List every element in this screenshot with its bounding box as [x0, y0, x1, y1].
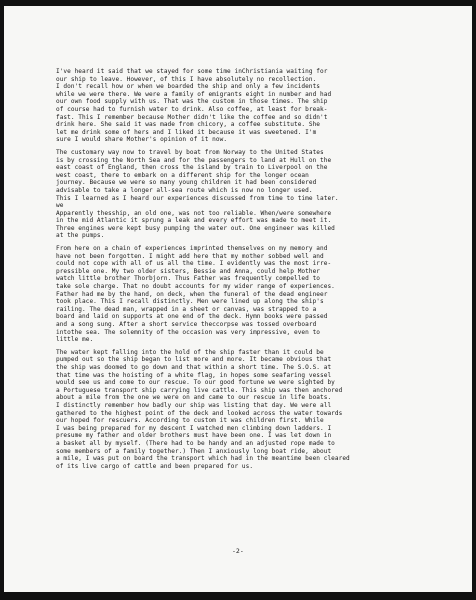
text-line: we: [56, 202, 64, 210]
text-line: the ship was doomed to go down and that within a short time. The S.O.S. at: [56, 363, 332, 371]
text-line: board and laid on supports at one end of the deck. Hymn books were passed: [56, 313, 328, 321]
text-line: railing. The dead man, wrapped in a sheet or canvas, was strapped to a: [56, 305, 317, 313]
text-line: took place. This I recall distinctly. Men were lined up along the ship's: [56, 298, 324, 306]
text-line: I've heard it said that we stayed for some time inChristiania waiting for: [56, 68, 328, 75]
text-line: sure I would share Mother's opinion of it now.: [56, 136, 228, 144]
text-line: The water kept falling into the hold of the ship faster than it could be: [56, 348, 324, 356]
text-line: a Portuguese transport ship carrying live cattle. This ship was then anchored: [56, 386, 343, 394]
text-line: our own food supply with us. That was the custom in those times. The ship: [56, 98, 328, 106]
text-line: while we were there. We were a family of emigrants eight in number and had: [56, 90, 332, 98]
text-line: of course had to furnish water to drink. Also coffee, at least for break-: [56, 105, 328, 113]
text-line: gathered to the highest point of the deck and looked across the water towards: [56, 409, 343, 417]
text-line: advisable to take a longer all-sea route which is now no longer used.: [56, 186, 313, 194]
text-line: our hoped for rescuers. According to custom it was children first. While: [56, 417, 324, 425]
text-line: I don't recall how or when we boarded the ship and only a few incidents: [56, 83, 321, 91]
text-line: Three engines were kept busy pumping the water out. One engineer was killed: [56, 224, 335, 232]
page-number: -2-: [232, 547, 244, 555]
text-line: of its live cargo of cattle and been prepared for us.: [56, 462, 254, 470]
text-line: journey. Because we were so many young children it had been considered: [56, 179, 317, 187]
text-line: I distinctly remember how badly our ship was listing that day. We were all: [56, 401, 332, 409]
text-line: fast. This I remember because Mother didn't like the coffee and so didn't: [56, 113, 328, 121]
text-line: pumped out so the ship began to list more and more. It became obvious that: [56, 356, 332, 364]
text-line: is by crossing the North Sea and for the passengers to land at Hull on the: [56, 156, 332, 164]
scan-border-top: [0, 0, 476, 6]
text-line: about a mile from the one we were on and came to our rescue in life boats.: [56, 394, 332, 402]
text-line: Father had me by the hand, on deck, when the funeral of the dead engineer: [56, 290, 328, 298]
paragraph-p4: [56, 349, 436, 471]
text-line: Apparently thesship, an old one, was not too reliable. When/were somewhere: [56, 209, 332, 217]
text-line: drink here. She said it was made from chicory, a coffee substitute. She: [56, 121, 321, 129]
text-line: The customary way now to travel by boat from Norway to the United States: [56, 148, 324, 156]
text-line: I was being prepared for my descent I watched men climbing down ladders. I: [56, 424, 332, 432]
scan-border-right: [472, 0, 476, 600]
text-line: and a song sung. After a short service theccorpse was tossed overboard: [56, 321, 317, 328]
text-line: our ship to leave. However, of this I have absolutely no recollection.: [56, 75, 317, 83]
text-line: at the pumps.: [56, 232, 105, 240]
text-line: would see us and come to our rescue. To our good fortune we were sighted by: [56, 379, 335, 387]
text-line: watch little brother Thorbjorn. Thus Father was frequently compelled to: [56, 275, 321, 283]
paragraph-p1: [56, 68, 436, 144]
scan-border-left: [0, 0, 4, 600]
text-line: From here on a chain of experiences imprinted themselves on my memory and: [56, 245, 328, 253]
text-line: This I learned as I heard our experiences discussed from time to time later.: [56, 194, 339, 202]
text-line: east coast of England, then cross the island by train to Liverpool on the: [56, 164, 328, 172]
text-line: presume my father and older brothers must have been one. I was let down in: [56, 432, 332, 440]
paragraph-p2: [56, 149, 436, 240]
text-line: let me drink some of hers and I liked it because it was sweetened. I'm: [56, 128, 317, 136]
paragraph-p3: [56, 245, 436, 344]
text-line: could not cope with all of us all the time. I evidently was the most irre-: [56, 260, 332, 268]
text-line: a mile, I was put on board the transport which had in the meantime been cleared: [56, 455, 350, 463]
text-line: west coast, there to embark on a different ship for the longer ocean: [56, 171, 309, 179]
scan-border-bottom: [0, 592, 476, 600]
text-line: have not been forgotten. I might add here that my mother sobbed well and: [56, 252, 324, 260]
text-line: a basket all by myself. (There had to be handy and an adjusted rope made to: [56, 439, 335, 447]
text-line: some members of a family together.) Then I anxiously long boat ride, about: [56, 447, 332, 455]
text-line: intothe sea. The solemnity of the occasion was very impressive, even to: [56, 328, 321, 336]
text-line: that time was the hoisting of a white flag, in hopes some seafaring vessel: [56, 371, 332, 379]
text-line: little me.: [56, 336, 94, 344]
text-line: in the mid Atlantic it sprung a leak and every effort was made to meet it.: [56, 217, 332, 225]
typewritten-text-body: [56, 68, 436, 475]
text-line: pressible one. My two older sisters, Bessie and Anna, could help Mother: [56, 267, 321, 275]
text-line: take sole charge. That no doubt accounts for my wider range of experiences.: [56, 283, 335, 291]
